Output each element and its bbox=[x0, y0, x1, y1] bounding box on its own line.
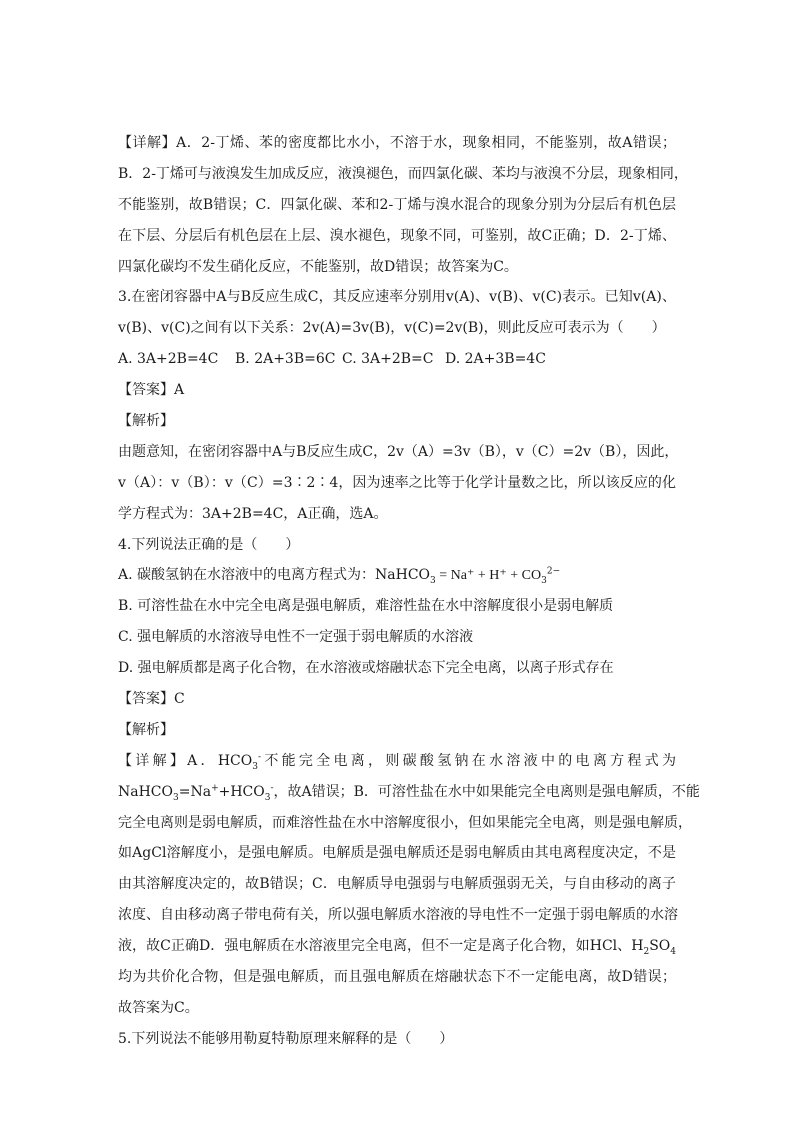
document-page bbox=[118, 128, 700, 1055]
text-line: B．2-丁烯可与液溴发生加成反应，液溴褪色，而四氯化碳、苯均与液溴不分层，现象相同， bbox=[118, 165, 688, 182]
text-segment: =Na bbox=[178, 783, 212, 800]
option-b: B. 可溶性盐在水中完全电离是强电解质，难溶性盐在水中溶解度很小是弱电解质 bbox=[118, 598, 614, 615]
superscript: 2− bbox=[546, 566, 561, 577]
question-3-stem-cont: v(B)、v(C)之间有以下关系：2v(A)=3v(B)，v(C)=2v(B)，则此反应可表示为（ ） bbox=[118, 320, 666, 337]
question-3-options bbox=[118, 344, 676, 375]
answer-label: 【答案】C bbox=[118, 691, 185, 708]
text-line: 【详解】A．2-丁烯、苯的密度都比水小，不溶于水，现象相同，不能鉴别，故A错误； bbox=[118, 135, 676, 151]
question-4-stem: 4.下列说法正确的是（ ） bbox=[118, 536, 300, 553]
text-line: 学方程式为：3A+2B=4C，A正确，选A。 bbox=[118, 505, 388, 522]
superscript: - bbox=[257, 752, 262, 763]
superscript: + bbox=[211, 783, 219, 794]
text-line: v（A）：v（B）：v（C）=3∶2∶4，因为速率之比等于化学计量数之比，所以该反应的化 bbox=[118, 474, 676, 491]
subscript: 3 bbox=[430, 576, 436, 587]
text-line: 故答案为C。 bbox=[118, 999, 199, 1016]
option-b: B. 2A+3B=6C bbox=[235, 351, 336, 368]
option-a bbox=[118, 560, 676, 591]
option-c: C. 强电解质的水溶液导电性不一定强于弱电解质的水溶液 bbox=[118, 629, 474, 646]
text-line: 不能鉴别，故B错误；C．四氯化碳、苯和2-丁烯与溴水混合的现象分别为分层后有机色层 bbox=[118, 196, 676, 213]
text-line: 完全电离则是弱电解质，而难溶性盐在水中溶解度很小，但如果能完全电离，则是强电解质， bbox=[118, 814, 692, 831]
question-3-stem: 3.在密闭容器中A与B反应生成C，其反应速率分别用v(A)、v(B)、v(C)表示。已知v(A)、 bbox=[118, 289, 676, 306]
subscript: 3 bbox=[541, 576, 547, 587]
text-segment: 液，故C正确D．强电解质在水溶液里完全电离，但不一定是离子化合物，如HCl、H bbox=[118, 938, 644, 955]
equation-text: = Na⁺ + H⁺ + CO bbox=[435, 568, 542, 584]
subscript: 3 bbox=[173, 792, 179, 803]
option-d: D. 2A+3B=4C bbox=[445, 351, 546, 368]
option-d: D. 强电解质都是离子化合物，在水溶液或熔融状态下完全电离，以离子形式存在 bbox=[118, 660, 614, 677]
subscript: 4 bbox=[670, 946, 676, 957]
text-segment: +HCO bbox=[218, 783, 265, 800]
text-line: 四氯化碳均不发生硝化反应，不能鉴别，故D错误；故答案为C。 bbox=[118, 258, 518, 275]
superscript: - bbox=[270, 783, 274, 794]
analysis-label: 【解析】 bbox=[118, 721, 174, 738]
text-line: 由其溶解度决定的，故B错误；C．电解质导电强弱与电解质强弱无关，与自由移动的离子 bbox=[118, 876, 676, 893]
subscript: 3 bbox=[252, 761, 258, 772]
question-5-stem: 5.下列说法不能够用勒夏特勒原理来解释的是（ ） bbox=[118, 1030, 454, 1047]
text-segment: NaHCO bbox=[118, 783, 173, 800]
option-a: A. 3A+2B=4C bbox=[118, 351, 219, 368]
text-segment: ，故A错误；B．可溶性盐在水中如果能完全电离则是强电解质，不能 bbox=[273, 783, 700, 800]
text-line bbox=[118, 777, 700, 808]
text-line: 浓度、自由移动离子带电荷有关，所以强电解质水溶液的导电性不一定强于弱电解质的水溶 bbox=[118, 907, 678, 924]
option-a-text: A. 碳酸氢钠在水溶液中的电离方程式为：NaHCO bbox=[118, 567, 431, 584]
text-line: 如AgCl溶解度小，是强电解质。电解质是强电解质还是弱电解质由其电离程度决定，不是 bbox=[118, 845, 676, 862]
text-segment: 不能完全电离，则碳酸氢钠在水溶液中的电离方程式为 bbox=[261, 752, 676, 769]
text-segment: SO bbox=[649, 938, 671, 955]
text-line: 均为共价化合物，但是强电解质，而且强电解质在熔融状态下不一定能电离，故D错误； bbox=[118, 969, 676, 986]
subscript: 2 bbox=[643, 946, 650, 957]
option-c: C. 3A+2B=C bbox=[342, 351, 434, 368]
text-line: 由题意知，在密闭容器中A与B反应生成C，2v（A）=3v（B），v（C）=2v（B），因此， bbox=[118, 443, 679, 460]
subscript: 3 bbox=[264, 792, 271, 803]
text-line bbox=[118, 746, 676, 777]
answer-label: 【答案】A bbox=[118, 382, 185, 399]
text-line: 在下层、分层后有机色层在上层、溴水褪色，现象不同，可鉴别，故C正确；D．2-丁烯、 bbox=[118, 227, 676, 244]
text-line bbox=[118, 931, 676, 962]
analysis-label: 【解析】 bbox=[118, 413, 174, 430]
text-segment: 【详解】A．HCO bbox=[118, 752, 253, 769]
